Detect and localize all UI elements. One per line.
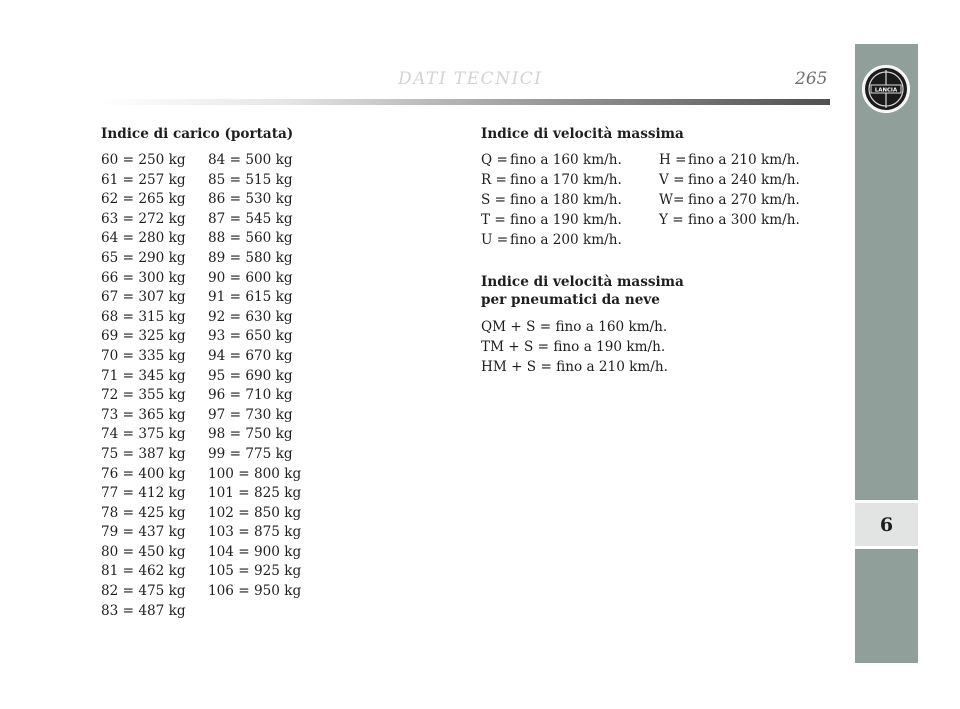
load-index-item: 66 = 300 kg	[101, 269, 186, 286]
load-index-item: 90 = 600 kg	[208, 269, 293, 286]
page-number: 265	[795, 69, 828, 89]
load-index-column-1	[101, 151, 186, 621]
speed-code: U =	[481, 232, 509, 248]
snow-index-heading	[481, 273, 684, 309]
load-index-item: 73 = 365 kg	[101, 406, 186, 423]
load-index-item: 81 = 462 kg	[101, 563, 186, 580]
speed-limit: fino a 160 km/h.	[510, 152, 622, 168]
load-index-item: 86 = 530 kg	[208, 191, 293, 208]
snow-index-item: QM + S = fino a 160 km/h.	[481, 319, 668, 335]
speed-code: Q =	[481, 152, 508, 168]
load-index-item: 63 = 272 kg	[101, 210, 186, 227]
load-index-item: 91 = 615 kg	[208, 289, 293, 306]
speed-limit: fino a 240 km/h.	[688, 172, 800, 188]
header-rule	[100, 99, 830, 105]
speed-limit: fino a 180 km/h.	[510, 192, 622, 208]
snow-index-item: TM + S = fino a 190 km/h.	[481, 339, 666, 355]
logo-text: LANCIA	[874, 87, 898, 94]
speed-limit: fino a 300 km/h.	[688, 212, 800, 228]
load-index-item: 85 = 515 kg	[208, 171, 293, 188]
load-index-item: 83 = 487 kg	[101, 602, 186, 619]
load-index-item: 100 = 800 kg	[208, 465, 302, 482]
load-index-item: 62 = 265 kg	[101, 191, 186, 208]
load-index-item: 79 = 437 kg	[101, 524, 186, 541]
load-index-item: 97 = 730 kg	[208, 406, 293, 423]
speed-limit: fino a 270 km/h.	[688, 192, 800, 208]
speed-limit: fino a 210 km/h.	[688, 152, 800, 168]
load-index-item: 93 = 650 kg	[208, 328, 293, 345]
speed-code: W=	[659, 192, 685, 208]
speed-limit: fino a 190 km/h.	[510, 212, 622, 228]
load-index-item: 95 = 690 kg	[208, 367, 293, 384]
snow-index-heading-line: per pneumatici da neve	[481, 292, 660, 308]
load-index-item: 105 = 925 kg	[208, 563, 302, 580]
speed-index-row	[481, 192, 821, 212]
load-index-item: 104 = 900 kg	[208, 543, 302, 560]
load-index-item: 103 = 875 kg	[208, 524, 302, 541]
load-index-item: 71 = 345 kg	[101, 367, 186, 384]
load-index-item: 67 = 307 kg	[101, 289, 186, 306]
section-title: DATI TECNICI	[398, 69, 543, 89]
speed-index-row	[481, 212, 821, 232]
speed-code: R =	[481, 172, 507, 188]
speed-code: T =	[481, 212, 506, 228]
chapter-sidebar	[855, 44, 918, 663]
load-index-heading: Indice di carico (portata)	[101, 126, 294, 142]
speed-limit: fino a 200 km/h.	[510, 232, 622, 248]
speed-code: H =	[659, 152, 687, 168]
chapter-tab[interactable]: 6	[855, 500, 918, 549]
load-index-item: 77 = 412 kg	[101, 485, 186, 502]
load-index-item: 69 = 325 kg	[101, 328, 186, 345]
load-index-item: 89 = 580 kg	[208, 249, 293, 266]
load-index-item: 96 = 710 kg	[208, 387, 293, 404]
load-index-column-2	[208, 151, 301, 602]
load-index-item: 82 = 475 kg	[101, 583, 186, 600]
load-index-item: 102 = 850 kg	[208, 504, 302, 521]
load-index-item: 80 = 450 kg	[101, 543, 186, 560]
load-index-item: 98 = 750 kg	[208, 426, 293, 443]
speed-code: Y =	[659, 212, 684, 228]
speed-index-row	[481, 232, 821, 252]
load-index-item: 94 = 670 kg	[208, 347, 293, 364]
load-index-item: 75 = 387 kg	[101, 445, 186, 462]
load-index-item: 101 = 825 kg	[208, 485, 302, 502]
load-index-item: 84 = 500 kg	[208, 152, 293, 168]
load-index-item: 92 = 630 kg	[208, 308, 293, 325]
speed-code: S =	[481, 192, 507, 208]
speed-index-row	[481, 152, 821, 172]
load-index-item: 99 = 775 kg	[208, 445, 293, 462]
load-index-item: 106 = 950 kg	[208, 583, 302, 600]
load-index-item: 78 = 425 kg	[101, 504, 186, 521]
speed-index-heading: Indice di velocità massima	[481, 126, 684, 142]
load-index-item: 72 = 355 kg	[101, 387, 186, 404]
load-index-item: 61 = 257 kg	[101, 171, 186, 188]
load-index-item: 68 = 315 kg	[101, 308, 186, 325]
load-index-item: 65 = 290 kg	[101, 249, 186, 266]
load-index-item: 76 = 400 kg	[101, 465, 186, 482]
load-index-item: 70 = 335 kg	[101, 347, 186, 364]
load-index-item: 60 = 250 kg	[101, 152, 186, 168]
load-index-item: 87 = 545 kg	[208, 210, 293, 227]
lancia-logo	[862, 65, 910, 113]
speed-index-row	[481, 172, 821, 192]
speed-limit: fino a 170 km/h.	[510, 172, 622, 188]
load-index-item: 74 = 375 kg	[101, 426, 186, 443]
snow-index-list	[481, 317, 668, 377]
snow-index-heading-line: Indice di velocità massima	[481, 274, 684, 290]
load-index-item: 64 = 280 kg	[101, 230, 186, 247]
speed-code: V =	[659, 172, 685, 188]
load-index-item: 88 = 560 kg	[208, 230, 293, 247]
snow-index-item: HM + S = fino a 210 km/h.	[481, 359, 668, 375]
